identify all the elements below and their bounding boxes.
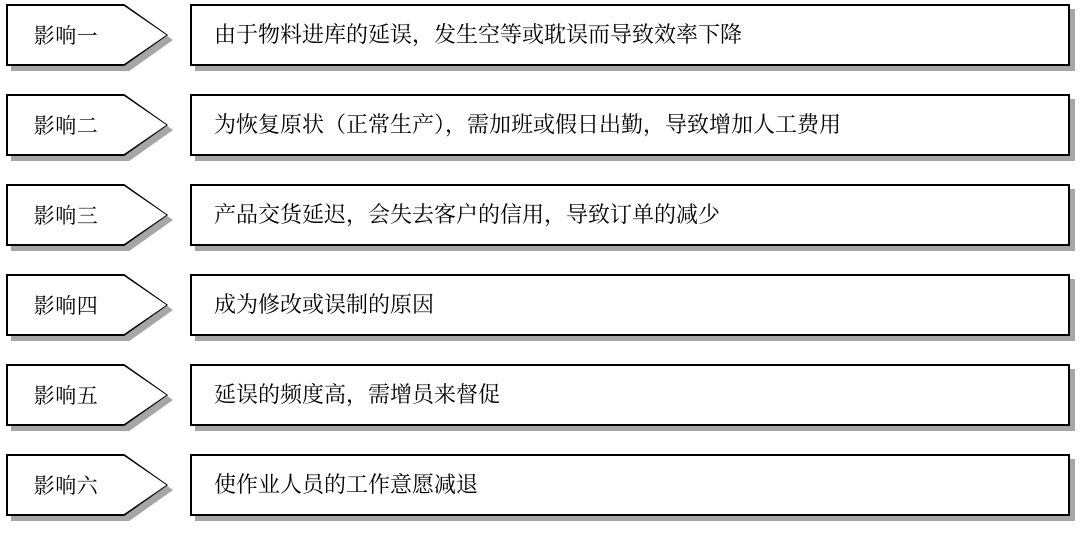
row-text-label: 为恢复原状（正常生产），需加班或假日出勤，导致增加人工费用 — [214, 111, 842, 137]
row-tag-label: 影响三 — [33, 204, 99, 228]
row-text-label: 使作业人员的工作意愿减退 — [214, 471, 479, 497]
text-box-frame — [190, 274, 1070, 336]
row-tag-label: 影响五 — [33, 384, 99, 408]
row-tag-label: 影响六 — [33, 474, 99, 498]
text-box-frame — [190, 364, 1070, 426]
row-tag-label: 影响四 — [33, 294, 99, 318]
row-tag-chevron — [6, 4, 174, 66]
diagram-row — [6, 274, 1070, 336]
row-text-label: 产品交货延迟，会失去客户的信用，导致订单的减少 — [214, 201, 721, 227]
row-text-box — [190, 274, 1070, 336]
row-text-box — [190, 4, 1070, 66]
row-tag-chevron — [6, 364, 174, 426]
row-text-box — [190, 454, 1070, 516]
text-box-frame — [190, 184, 1070, 246]
row-tag-chevron — [6, 184, 174, 246]
row-text-label: 延误的频度高，需增员来督促 — [214, 381, 501, 407]
text-box-frame — [190, 454, 1070, 516]
text-box-frame — [190, 4, 1070, 66]
diagram-row — [6, 4, 1070, 66]
row-text-box — [190, 94, 1070, 156]
row-text-box — [190, 364, 1070, 426]
row-tag-chevron — [6, 274, 174, 336]
diagram-row — [6, 94, 1070, 156]
row-text-label: 由于物料进库的延误，发生空等或耽误而导致效率下降 — [214, 21, 743, 47]
row-text-box — [190, 184, 1070, 246]
diagram-row — [6, 184, 1070, 246]
diagram-row — [6, 364, 1070, 426]
diagram-row — [6, 454, 1070, 516]
row-tag-label: 影响二 — [33, 114, 99, 138]
row-text-label: 成为修改或误制的原因 — [214, 291, 435, 317]
row-tag-label: 影响一 — [33, 24, 99, 48]
row-tag-chevron — [6, 454, 174, 516]
row-tag-chevron — [6, 94, 174, 156]
text-box-frame — [190, 94, 1070, 156]
